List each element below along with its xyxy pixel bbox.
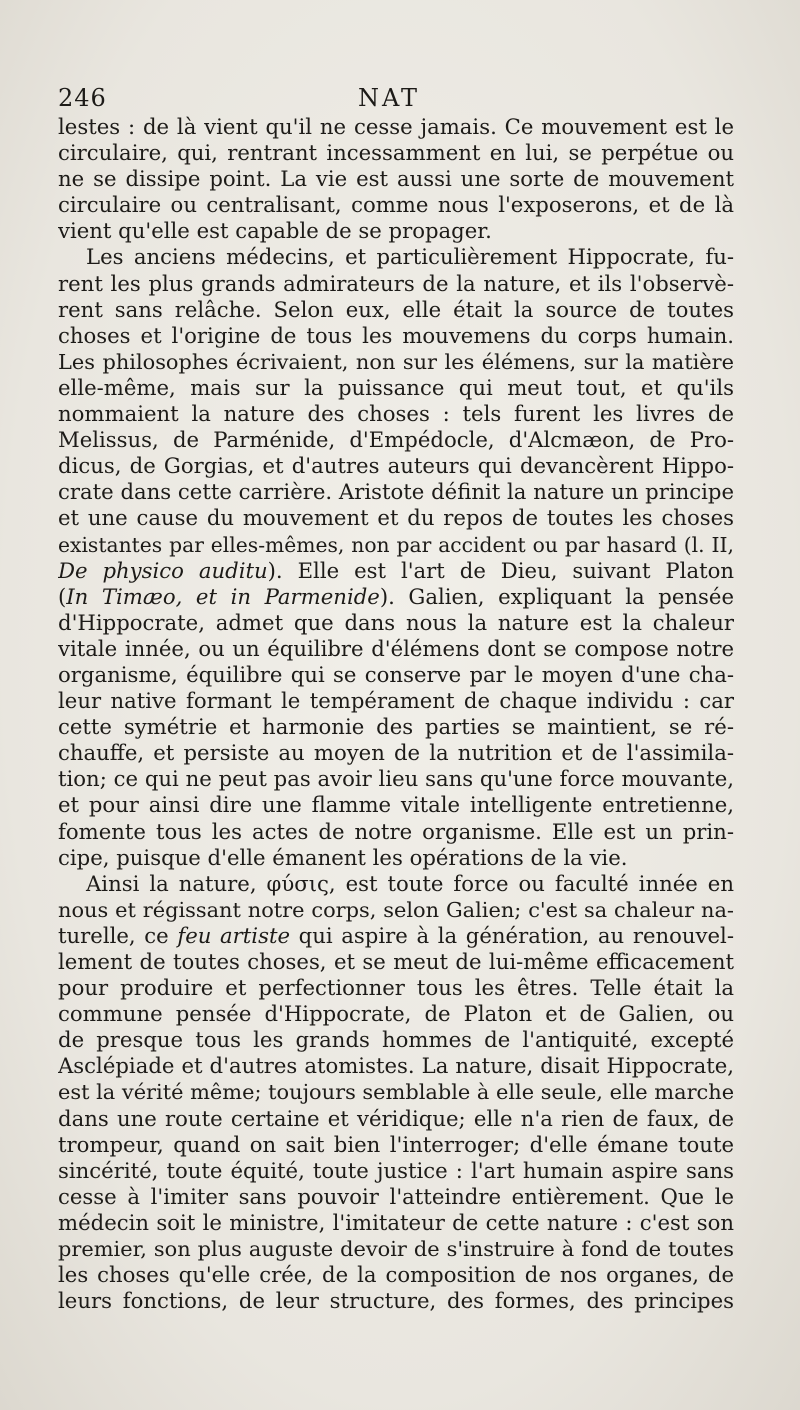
text-line: fomente tous les actes de notre organisme. Elle est un prin-	[58, 818, 734, 844]
text-line: cette symétrie et harmonie des parties se maintient, se ré-	[58, 714, 734, 740]
text-line: Asclépiade et d'autres atomistes. La nature, disait Hippocrate,	[58, 1053, 734, 1079]
text-line: existantes par elles-mêmes, non par accident ou par hasard (l. II,	[58, 532, 734, 557]
text-line: premier, son plus auguste devoir de s'instruire à fond de toutes	[58, 1237, 734, 1262]
text-line: de presque tous les grands hommes de l'antiquité, excepté	[58, 1027, 734, 1053]
text-line: ne se dissipe point. La vie est aussi une sorte de mouvement	[58, 166, 734, 192]
text-line: rent sans relâche. Selon eux, elle était la source de toutes	[58, 296, 734, 322]
text-line: (In Timæo, et in Parmenide). Galien, expliquant la pensée	[58, 583, 734, 609]
text-line: Les anciens médecins, et particulièrement Hippocrate, fu-	[86, 244, 734, 270]
text-line: dans une route certaine et véridique; elle n'a rien de faux, de	[58, 1105, 734, 1131]
text-line: circulaire, qui, rentrant incessamment en lui, se perpétue ou	[58, 140, 734, 166]
text-line: Les philosophes écrivaient, non sur les élémens, sur la matière	[58, 349, 734, 374]
text-line: vient qu'elle est capable de se propager.	[58, 218, 492, 244]
text-line: lement de toutes choses, et se meut de lui-même efficacement	[58, 949, 734, 974]
text-line: circulaire ou centralisant, comme nous l'exposerons, et de là	[58, 192, 734, 218]
text-line: sincérité, toute équité, toute justice : l'art humain aspire sans	[58, 1157, 734, 1183]
text-line: organisme, équilibre qui se conserve par le moyen d'une cha-	[58, 661, 734, 687]
text-line: commune pensée d'Hippocrate, de Platon et de Galien, ou	[58, 1001, 734, 1027]
text-line: cipe, puisque d'elle émanent les opérations de la vie.	[58, 844, 628, 870]
text-line: médecin soit le ministre, l'imitateur de cette nature : c'est son	[58, 1209, 734, 1235]
text-line: nommaient la nature des choses : tels furent les livres de	[58, 401, 734, 427]
body-text	[58, 114, 734, 1314]
running-head: NAT	[358, 84, 421, 112]
text-line: elle-même, mais sur la puissance qui meut tout, et qu'ils	[58, 374, 734, 400]
text-line: leur native formant le tempérament de chaque individu : car	[58, 688, 734, 714]
text-line: les choses qu'elle crée, de la composition de nos organes, de	[58, 1262, 734, 1288]
text-line: est la vérité même; toujours semblable à elle seule, elle marche	[58, 1080, 734, 1105]
text-line: vitale innée, ou un équilibre d'élémens dont se compose notre	[58, 635, 734, 661]
text-line: pour produire et perfectionner tous les êtres. Telle était la	[58, 975, 734, 1001]
text-line: Melissus, de Parménide, d'Empédocle, d'Alcmæon, de Pro-	[58, 427, 734, 453]
italic-phrase: De physico auditu	[58, 557, 268, 583]
text-line: turelle, ce feu artiste qui aspire à la génération, au renouvel-	[58, 922, 734, 948]
text-line: cesse à l'imiter sans pouvoir l'atteindre entièrement. Que le	[58, 1183, 734, 1209]
text-line: d'Hippocrate, admet que dans nous la nature est la chaleur	[58, 609, 734, 635]
text-line: et pour ainsi dire une flamme vitale intelligente entretienne,	[58, 792, 734, 818]
page-header	[58, 84, 734, 116]
text-line: et une cause du mouvement et du repos de toutes les choses	[58, 505, 734, 531]
text-line: leurs fonctions, de leur structure, des formes, des principes	[58, 1288, 734, 1314]
text-line: De physico auditu). Elle est l'art de Dieu, suivant Platon	[58, 557, 734, 583]
text-line: lestes : de là vient qu'il ne cesse jamais. Ce mouvement est le	[58, 114, 734, 139]
text-line: Ainsi la nature, φύσις, est toute force ou faculté innée en	[86, 870, 734, 896]
text-line: crate dans cette carrière. Aristote définit la nature un principe	[58, 479, 734, 505]
text-line: choses et l'origine de tous les mouvemens du corps humain.	[58, 322, 734, 348]
italic-phrase: In Timæo, et in Parmenide	[66, 583, 380, 609]
text-line: rent les plus grands admirateurs de la nature, et ils l'observè-	[58, 270, 734, 296]
text-line: nous et régissant notre corps, selon Galien; c'est sa chaleur na-	[58, 897, 734, 922]
text-line: dicus, de Gorgias, et d'autres auteurs qui devancèrent Hippo-	[58, 453, 734, 479]
page-number: 246	[58, 84, 107, 112]
text-line: trompeur, quand on sait bien l'interroger; d'elle émane toute	[58, 1131, 734, 1157]
italic-phrase: feu artiste	[177, 922, 291, 948]
text-line: tion; ce qui ne peut pas avoir lieu sans qu'une force mouvante,	[58, 766, 734, 792]
text-line: chauffe, et persiste au moyen de la nutrition et de l'assimila-	[58, 740, 734, 766]
